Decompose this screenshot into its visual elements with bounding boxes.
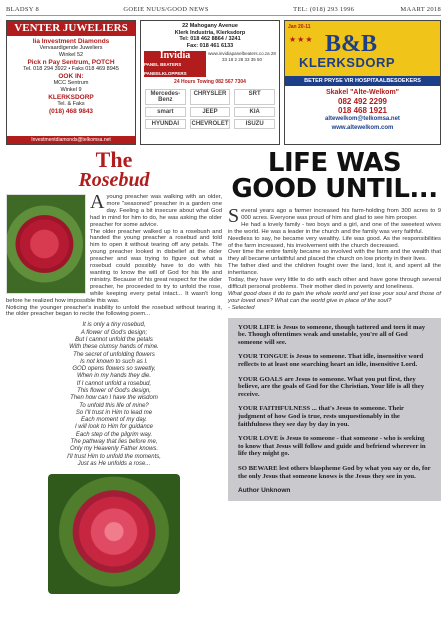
- header-contact: TEL: (018) 293 1996 MAART 2018: [293, 5, 441, 13]
- your-life-box: [228, 318, 441, 501]
- box-author: Author Unknown: [238, 487, 291, 495]
- brand-logo: HYUNDAI: [145, 119, 186, 129]
- brand-logo: KIA: [234, 107, 275, 117]
- bnb-strip: BETER PRYSE VIR HOSPITAALBESOEKERS: [285, 76, 440, 86]
- box-paragraph: YOUR LIFE is Jesus to someone, though tattered and torn it may be. Though oftentimes weak and unstable, you're all of God someone will see.: [238, 323, 426, 346]
- drop-cap: A: [90, 191, 105, 213]
- life-article: S everal years ago a farmer increased his farm-holding from 300 acres to 9 000 acres. Everyone was proud of him and glad to see him prosper. He had a lovely family - two boys and a girl, and one of the sweetest wives in the world. He was a leader in the church and the family was very faithful. Needless to say, he became very wealthy. Life was good. As the responsibilities of the farm increased, his involvement with the church decreased. Over time the entire family became so involved with the farm and the wealth that they all became unfaithful and placed the church on low priority in their lives. The father died and the children fought over the land, lost it, and spent all the inheritance. Today, they have very little to do with each other and have gone through several difficult personal problems. Their mother died in poverty and loneliness. What good does it do to gain the whole world and yet lose your soul and those of your loved ones? What can the world give in place of the soul? - Selected: [228, 205, 441, 311]
- stars-icon: ★★★: [289, 35, 314, 44]
- venter-email: Investmentdiamonds@telkomsa.net: [7, 136, 135, 144]
- page-header: [6, 4, 441, 16]
- venter-title: VENTER JUWELIERS: [7, 21, 135, 36]
- box-paragraph: SO BEWARE lest others blaspheme God by what you say or do, for the only Jesus that someone knows is the Jesus they see in you.: [238, 464, 431, 480]
- invidia-towing: 24 Hours Towing 082 567 7304: [174, 79, 246, 85]
- brand-logo: CHRYSLER: [190, 89, 231, 105]
- life-column: [228, 150, 441, 501]
- box-paragraph: YOUR FAITHFULNESS ... that's Jesus to someone. Their judgment of how God is true, rests unquestionably in the faithfulness they see day by day in you.: [238, 405, 404, 428]
- rosebud-title: The Rosebud: [78, 147, 150, 191]
- invidia-logo: Invidia PANEL BEATERS PANEELKLOPPERS: [144, 51, 206, 77]
- invidia-address: 22 Mahogany Avenue Klerk Industria, Klerksdorp Tel: 018 462 8864 / 3241 Fax: 018 461 6133: [174, 23, 246, 49]
- rose-photo: [48, 474, 180, 594]
- rosebud-poem: It is only a tiny rosebud, A flower of God's design; But I cannot unfold the petals With these clumsy hands of mine. The secret of unfolding flowers Is not known to such as I. GOD opens flowers so sweetly, When in my hands they die. If I cannot unfold a rosebud, This flower of God's design, Then how can I have the wisdom To unfold this life of mine? So I'll trust in Him to lead me Each moment of my day. I will look to Him for guidance Each step of the pilgrim way. The pathway that lies before me, Only my Heavenly Father knows. I'll trust Him to unfold the moments, Just as He unfolds a rose...: [67, 322, 161, 467]
- box-paragraph: YOUR LOVE is Jesus to someone - that someone - who is seeking to know that Jesus will follow and guide and befriend wherever in life they might go.: [238, 435, 426, 458]
- bnb-contact: Skakel "Alte-Welkom" 082 492 2299 018 468 1921 altewelkom@telkomsa.net www.altewelkom.com: [325, 89, 400, 131]
- invidia-ad: [140, 20, 280, 145]
- box-paragraph: YOUR GOALS are Jesus to someone. What you put first, they believe, are the goals of God for the Christian. Your life is all they receive.: [238, 375, 425, 398]
- brand-logo: Mercedes-Benz: [145, 89, 186, 105]
- car-brand-logos: [141, 87, 279, 131]
- rosebud-article: A young preacher was walking with an older, more "seasoned" preacher in a garden one day. Feeling a bit insecure about what God had in mind for him to do, he was asking the older preacher for some advice. The older preacher walked up to a rosebush and handed the young preacher a rosebud and told him to open it without tearing off any petals. The young preacher looked in disbelief at the older preacher and was trying to figure out what a rosebud could possibly have to do with his wanting to know the will of God for his life and ministry. Because of his great respect for the older preacher, he proceeded to try to unfold the rose, while keeping every petal intact... It wasn't long before he realized how impossible this was. Noticing the younger preacher's inability to unfold the rosebud without tearing it, the older preacher began to recite the following poem...: [6, 191, 222, 318]
- bnb-date: Jan 20-11: [288, 24, 311, 30]
- ad-row: [6, 20, 441, 145]
- brand-logo: SRT: [234, 89, 275, 105]
- drop-cap: S: [228, 205, 240, 227]
- brand-logo: smart: [145, 107, 186, 117]
- invidia-web: www.invidiapanelbeaters.co.za 28 33 18 2 28 33 35 50: [208, 51, 276, 62]
- page-number: BLADSY 8: [6, 5, 40, 13]
- rosebud-column: [6, 147, 222, 594]
- life-title: LIFE WAS GOOD UNTIL...: [231, 148, 438, 204]
- bnb-town: KLERKSDORP: [299, 55, 396, 70]
- brand-logo: CHEVROLET: [191, 121, 229, 127]
- venter-juweliers-ad: [6, 20, 136, 145]
- bnb-brand: B&B: [325, 31, 378, 57]
- box-paragraph: YOUR TONGUE is Jesus to someone. That idle, insensitive word reflects to at least one searching heart an idle, insensitive Lord.: [238, 353, 424, 368]
- brand-logo: ISUZU: [234, 119, 275, 129]
- rosebud-photo: [6, 194, 86, 294]
- bnb-klerksdorp-ad: [284, 20, 441, 145]
- publication-name: GOEIE NUUS/GOOD NEWS: [123, 5, 209, 13]
- venter-body: Iia Investment Diamonds Vervaardigende Juweliers Winkel 52 Pick n Pay Sentrum, POTCH Tel. 018 294 3922 • Faks 018 469 8945 OOK IN: MCC Sentrum Winkel 9 KLERKSDORP Tel. & Faks (018) 468 9843: [23, 38, 119, 115]
- brand-logo: JEEP: [190, 107, 231, 117]
